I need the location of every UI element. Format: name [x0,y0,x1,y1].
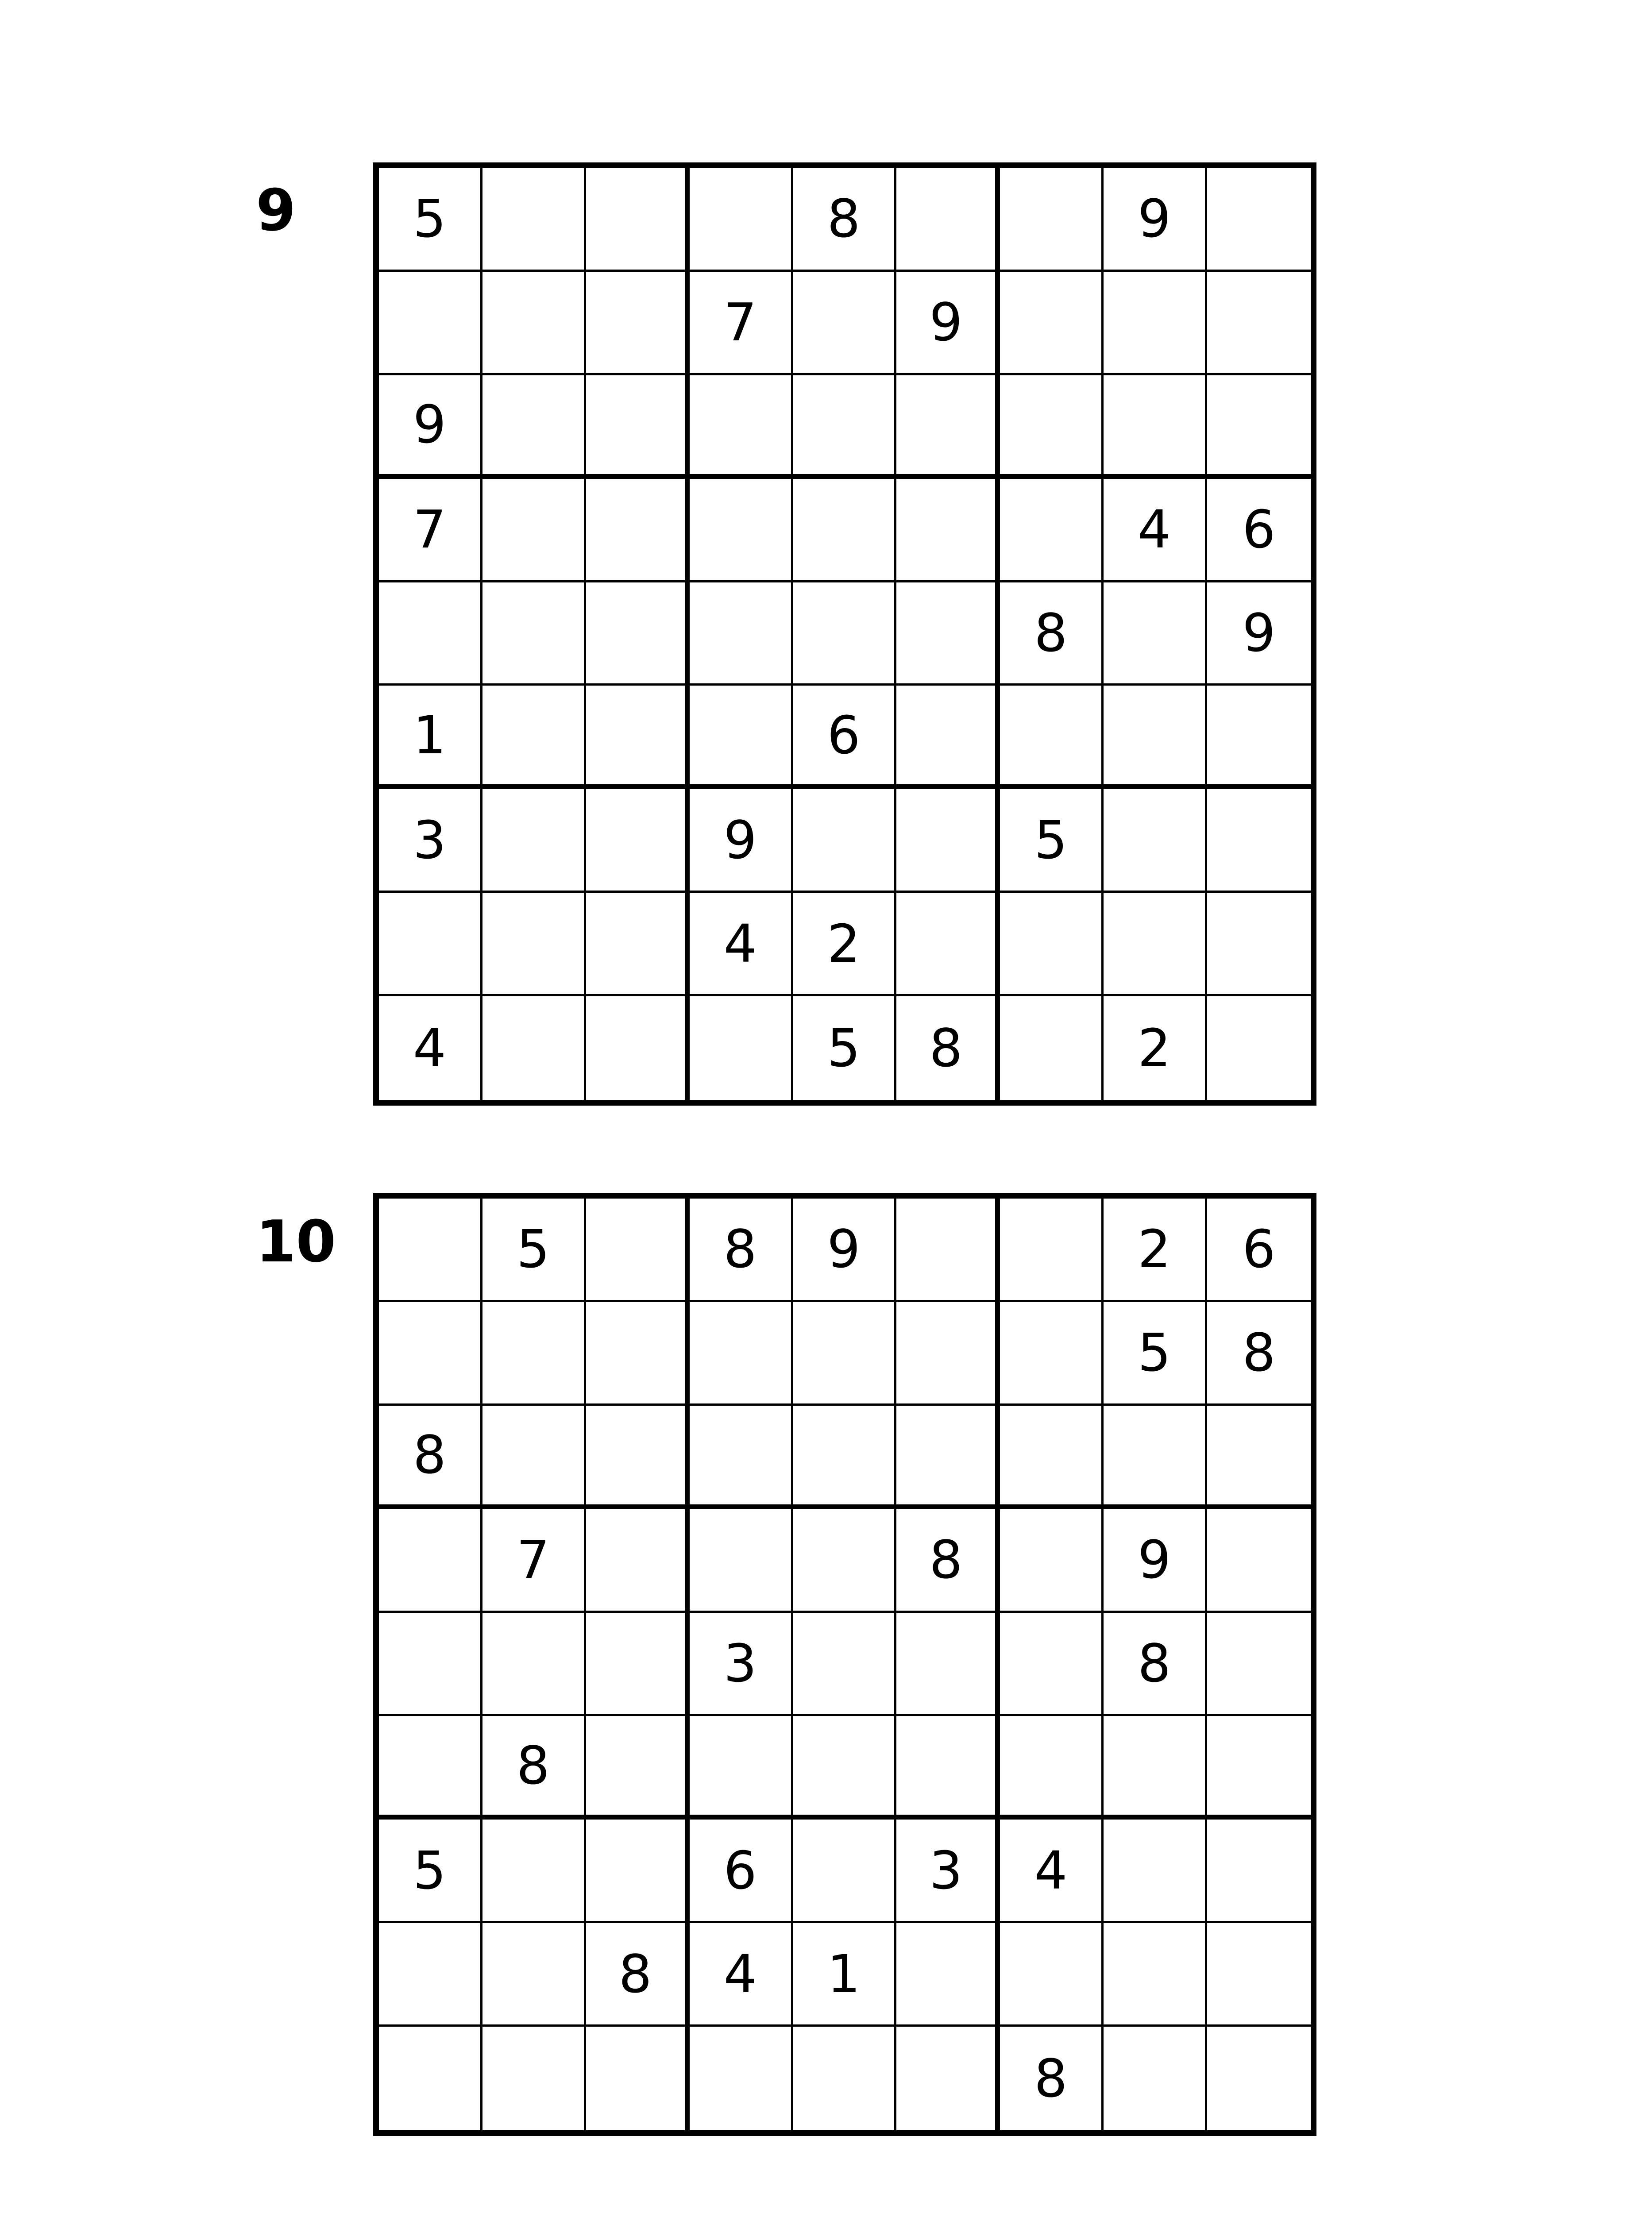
given-cell: 8 [896,996,1000,1100]
empty-cell[interactable] [482,1820,586,1923]
empty-cell[interactable] [586,996,690,1100]
empty-cell[interactable] [1104,789,1207,893]
empty-cell[interactable] [482,893,586,996]
given-cell: 4 [1104,479,1207,582]
empty-cell[interactable] [793,272,897,375]
given-cell: 3 [896,1820,1000,1923]
empty-cell[interactable] [896,686,1000,789]
empty-cell[interactable] [1207,2027,1311,2130]
empty-cell[interactable] [1104,582,1207,686]
empty-cell[interactable] [586,1509,690,1613]
empty-cell[interactable] [690,168,793,272]
empty-cell[interactable] [690,375,793,479]
empty-cell[interactable] [586,582,690,686]
empty-cell[interactable] [482,1923,586,2027]
empty-cell[interactable] [690,686,793,789]
given-cell: 8 [1000,582,1104,686]
empty-cell[interactable] [482,2027,586,2130]
empty-cell[interactable] [793,1716,897,1820]
empty-cell[interactable] [793,1509,897,1613]
empty-cell[interactable] [586,789,690,893]
empty-cell[interactable] [586,272,690,375]
given-cell: 9 [1104,1509,1207,1613]
empty-cell[interactable] [896,1406,1000,1509]
empty-cell[interactable] [896,582,1000,686]
empty-cell[interactable] [1207,996,1311,1100]
empty-cell[interactable] [896,375,1000,479]
empty-cell[interactable] [896,893,1000,996]
empty-cell[interactable] [482,996,586,1100]
empty-cell[interactable] [1207,375,1311,479]
sudoku-grid [373,162,1316,1106]
empty-cell[interactable] [1104,686,1207,789]
given-cell: 5 [793,996,897,1100]
empty-cell[interactable] [896,1302,1000,1406]
given-cell: 7 [379,479,482,582]
given-cell: 9 [793,1199,897,1302]
given-cell: 4 [690,1923,793,2027]
empty-cell[interactable] [1207,789,1311,893]
given-cell: 8 [379,1406,482,1509]
given-cell: 3 [690,1613,793,1716]
given-cell: 2 [793,893,897,996]
given-cell: 8 [482,1716,586,1820]
empty-cell[interactable] [379,1302,482,1406]
given-cell: 2 [1104,996,1207,1100]
given-cell: 8 [1207,1302,1311,1406]
empty-cell[interactable] [690,1509,793,1613]
empty-cell[interactable] [1104,375,1207,479]
given-cell: 7 [482,1509,586,1613]
empty-cell[interactable] [586,168,690,272]
empty-cell[interactable] [1104,1406,1207,1509]
empty-cell[interactable] [1207,1613,1311,1716]
empty-cell[interactable] [896,2027,1000,2130]
given-cell: 1 [379,686,482,789]
empty-cell[interactable] [793,1302,897,1406]
empty-cell[interactable] [1207,272,1311,375]
empty-cell[interactable] [482,375,586,479]
empty-cell[interactable] [379,272,482,375]
empty-cell[interactable] [586,686,690,789]
empty-cell[interactable] [896,479,1000,582]
empty-cell[interactable] [896,1199,1000,1302]
given-cell: 9 [379,375,482,479]
empty-cell[interactable] [1000,893,1104,996]
empty-cell[interactable] [1207,686,1311,789]
empty-cell[interactable] [1104,1716,1207,1820]
empty-cell[interactable] [896,1923,1000,2027]
empty-cell[interactable] [1000,1406,1104,1509]
given-cell: 4 [690,893,793,996]
given-cell: 8 [1104,1613,1207,1716]
empty-cell[interactable] [896,1716,1000,1820]
empty-cell[interactable] [379,1199,482,1302]
empty-cell[interactable] [586,893,690,996]
empty-cell[interactable] [1104,272,1207,375]
empty-cell[interactable] [1207,893,1311,996]
given-cell: 5 [379,1820,482,1923]
empty-cell[interactable] [1000,375,1104,479]
empty-cell[interactable] [1207,1716,1311,1820]
given-cell: 5 [379,168,482,272]
empty-cell[interactable] [690,2027,793,2130]
empty-cell[interactable] [690,479,793,582]
empty-cell[interactable] [379,1509,482,1613]
given-cell: 9 [1104,168,1207,272]
empty-cell[interactable] [482,272,586,375]
empty-cell[interactable] [896,1613,1000,1716]
given-cell: 4 [379,996,482,1100]
empty-cell[interactable] [1104,1923,1207,2027]
given-cell: 1 [793,1923,897,2027]
given-cell: 8 [1000,2027,1104,2130]
given-cell: 4 [1000,1820,1104,1923]
empty-cell[interactable] [1207,1406,1311,1509]
empty-cell[interactable] [482,686,586,789]
empty-cell[interactable] [586,375,690,479]
given-cell: 6 [1207,1199,1311,1302]
empty-cell[interactable] [482,789,586,893]
empty-cell[interactable] [586,1199,690,1302]
empty-cell[interactable] [586,1406,690,1509]
empty-cell[interactable] [379,893,482,996]
given-cell: 9 [896,272,1000,375]
empty-cell[interactable] [1104,1820,1207,1923]
empty-cell[interactable] [379,1613,482,1716]
empty-cell[interactable] [1104,2027,1207,2130]
puzzle-number: 10 [256,1208,336,1275]
empty-cell[interactable] [379,1923,482,2027]
empty-cell[interactable] [586,479,690,582]
empty-cell[interactable] [1000,168,1104,272]
empty-cell[interactable] [1000,1923,1104,2027]
empty-cell[interactable] [690,1716,793,1820]
empty-cell[interactable] [482,1613,586,1716]
empty-cell[interactable] [379,1716,482,1820]
empty-cell[interactable] [586,1820,690,1923]
empty-cell[interactable] [1000,479,1104,582]
empty-cell[interactable] [896,789,1000,893]
given-cell: 8 [690,1199,793,1302]
empty-cell[interactable] [379,582,482,686]
empty-cell[interactable] [482,1406,586,1509]
empty-cell[interactable] [690,582,793,686]
empty-cell[interactable] [1000,272,1104,375]
empty-cell[interactable] [379,2027,482,2130]
empty-cell[interactable] [793,582,897,686]
given-cell: 6 [793,686,897,789]
empty-cell[interactable] [482,168,586,272]
given-cell: 2 [1104,1199,1207,1302]
empty-cell[interactable] [1000,996,1104,1100]
empty-cell[interactable] [482,1302,586,1406]
empty-cell[interactable] [1000,686,1104,789]
empty-cell[interactable] [1207,1820,1311,1923]
empty-cell[interactable] [896,168,1000,272]
given-cell: 6 [1207,479,1311,582]
empty-cell[interactable] [586,1716,690,1820]
empty-cell[interactable] [482,582,586,686]
empty-cell[interactable] [586,1613,690,1716]
empty-cell[interactable] [1000,1199,1104,1302]
given-cell: 7 [690,272,793,375]
empty-cell[interactable] [793,2027,897,2130]
empty-cell[interactable] [586,1302,690,1406]
given-cell: 8 [793,168,897,272]
empty-cell[interactable] [1000,1302,1104,1406]
sudoku-grid [373,1193,1316,2136]
puzzle-number: 9 [256,177,296,244]
empty-cell[interactable] [1000,1509,1104,1613]
given-cell: 9 [1207,582,1311,686]
given-cell: 8 [586,1923,690,2027]
empty-cell[interactable] [793,1613,897,1716]
empty-cell[interactable] [793,1820,897,1923]
given-cell: 5 [1104,1302,1207,1406]
empty-cell[interactable] [793,789,897,893]
given-cell: 9 [690,789,793,893]
empty-cell[interactable] [1207,168,1311,272]
empty-cell[interactable] [482,479,586,582]
empty-cell[interactable] [1207,1509,1311,1613]
empty-cell[interactable] [690,1406,793,1509]
empty-cell[interactable] [1000,1716,1104,1820]
empty-cell[interactable] [690,1302,793,1406]
given-cell: 5 [1000,789,1104,893]
empty-cell[interactable] [1000,1613,1104,1716]
given-cell: 3 [379,789,482,893]
empty-cell[interactable] [1207,1923,1311,2027]
empty-cell[interactable] [793,375,897,479]
empty-cell[interactable] [690,996,793,1100]
empty-cell[interactable] [586,2027,690,2130]
empty-cell[interactable] [793,1406,897,1509]
empty-cell[interactable] [793,479,897,582]
given-cell: 8 [896,1509,1000,1613]
empty-cell[interactable] [1104,893,1207,996]
given-cell: 5 [482,1199,586,1302]
given-cell: 6 [690,1820,793,1923]
